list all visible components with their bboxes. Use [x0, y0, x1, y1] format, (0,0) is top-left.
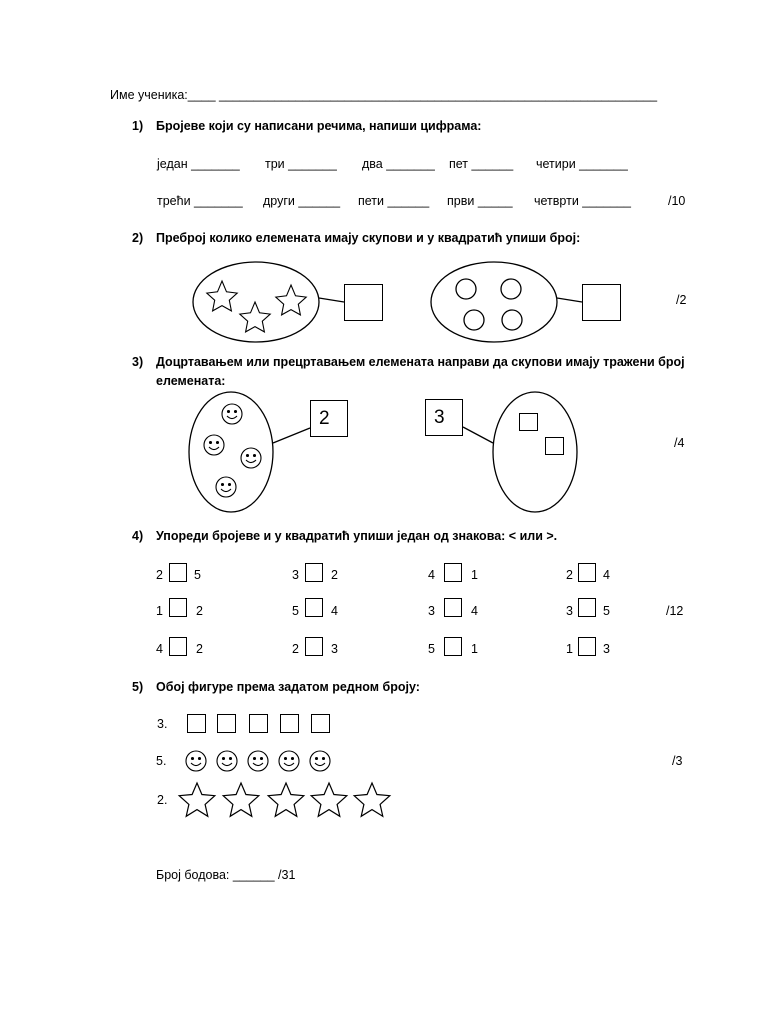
smiley-icon	[241, 448, 261, 468]
compare-left-number: 5	[428, 642, 435, 656]
task1-word-treci: трећи _______	[157, 194, 243, 208]
smiley-icon[interactable]	[217, 751, 237, 771]
circle-element	[464, 310, 484, 330]
compare-sign-box[interactable]	[444, 637, 462, 656]
task3-target-right: 3	[434, 407, 445, 428]
compare-left-number: 2	[156, 568, 163, 582]
compare-left-number: 1	[566, 642, 573, 656]
smiley-icon	[204, 435, 224, 455]
compare-sign-box[interactable]	[169, 598, 187, 617]
compare-right-number: 2	[331, 568, 338, 582]
task5-square[interactable]	[187, 714, 206, 733]
compare-right-number: 4	[603, 568, 610, 582]
task1-word-jedan: један _______	[157, 157, 240, 171]
task4-title: Упореди бројеве и у квадратић упиши један од знакова: < или >.	[156, 529, 558, 543]
star-icon[interactable]	[223, 783, 259, 816]
connector-line	[463, 427, 493, 443]
task5-square[interactable]	[249, 714, 268, 733]
compare-right-number: 2	[196, 642, 203, 656]
task1-word-dva: два _______	[362, 157, 435, 171]
compare-right-number: 4	[471, 604, 478, 618]
compare-sign-box[interactable]	[578, 563, 596, 582]
star-icon	[240, 302, 270, 332]
task4-points: /12	[666, 604, 684, 618]
compare-sign-box[interactable]	[169, 637, 187, 656]
task5-square[interactable]	[280, 714, 299, 733]
compare-sign-box[interactable]	[578, 637, 596, 656]
star-icon[interactable]	[354, 783, 390, 816]
connector-line	[557, 298, 582, 302]
connector-line	[273, 428, 310, 443]
smiley-icon[interactable]	[279, 751, 299, 771]
compare-left-number: 1	[156, 604, 163, 618]
task3-points: /4	[674, 436, 685, 450]
smiley-icon[interactable]	[186, 751, 206, 771]
task5-title: Обој фигуре према задатом редном броју:	[156, 680, 420, 694]
task1-word-prvi: први _____	[447, 194, 513, 208]
compare-right-number: 1	[471, 568, 478, 582]
task5-points: /3	[672, 754, 683, 768]
compare-right-number: 5	[603, 604, 610, 618]
compare-right-number: 3	[331, 642, 338, 656]
compare-left-number: 2	[292, 642, 299, 656]
task3-target-left: 2	[319, 408, 330, 429]
compare-left-number: 3	[292, 568, 299, 582]
smiley-icon	[222, 404, 242, 424]
star-icon[interactable]	[179, 783, 215, 816]
compare-left-number: 3	[566, 604, 573, 618]
circle-element	[456, 279, 476, 299]
compare-left-number: 4	[428, 568, 435, 582]
task3-title-line1: Доцртавањем или прецртавањем елемената направи да скупови имају тражени број	[156, 355, 685, 369]
circle-element	[501, 279, 521, 299]
task3-set-squares	[493, 392, 577, 512]
compare-left-number: 4	[156, 642, 163, 656]
smiley-icon[interactable]	[310, 751, 330, 771]
task1-word-pet: пет ______	[449, 157, 514, 171]
task5-number: 5)	[132, 680, 144, 694]
compare-sign-box[interactable]	[305, 598, 323, 617]
compare-sign-box[interactable]	[305, 563, 323, 582]
star-icon	[207, 281, 237, 311]
compare-left-number: 2	[566, 568, 573, 582]
task5-square[interactable]	[311, 714, 330, 733]
task3-number: 3)	[132, 355, 144, 369]
smiley-icon[interactable]	[248, 751, 268, 771]
star-icon	[276, 285, 306, 315]
task5-square[interactable]	[217, 714, 236, 733]
task2-number: 2)	[132, 231, 144, 245]
star-icon[interactable]	[311, 783, 347, 816]
circle-element	[502, 310, 522, 330]
smiley-icon	[216, 477, 236, 497]
task5-label-squares: 3.	[157, 717, 168, 731]
task1-word-drugi: други ______	[263, 194, 341, 208]
connector-line	[319, 298, 344, 302]
task1-word-cetvrti: четврти _______	[534, 194, 631, 208]
compare-right-number: 3	[603, 642, 610, 656]
task3-set-smileys	[189, 392, 273, 512]
task1-word-cetiri: четири _______	[536, 157, 628, 171]
task1-word-peti: пети ______	[358, 194, 430, 208]
task1-title: Бројеве који су написани речима, напиши цифрама:	[156, 119, 482, 133]
task1-word-tri: три _______	[265, 157, 337, 171]
student-name-line: Име ученика:____ _______________________________________________________________	[110, 88, 658, 102]
compare-sign-box[interactable]	[169, 563, 187, 582]
compare-right-number: 1	[471, 642, 478, 656]
star-icon[interactable]	[268, 783, 304, 816]
task2-points: /2	[676, 293, 687, 307]
compare-right-number: 5	[194, 568, 201, 582]
task1-points: /10	[668, 194, 686, 208]
task4-number: 4)	[132, 529, 144, 543]
compare-right-number: 4	[331, 604, 338, 618]
task1-number: 1)	[132, 119, 144, 133]
compare-sign-box[interactable]	[444, 563, 462, 582]
task2-set-circles	[431, 262, 557, 342]
total-score-line: Број бодова: ______ /31	[156, 868, 296, 882]
compare-sign-box[interactable]	[444, 598, 462, 617]
compare-sign-box[interactable]	[578, 598, 596, 617]
compare-left-number: 5	[292, 604, 299, 618]
compare-left-number: 3	[428, 604, 435, 618]
task5-label-smileys: 5.	[156, 754, 167, 768]
task5-label-stars: 2.	[157, 793, 168, 807]
task3-title-line2: елемената:	[156, 374, 226, 388]
compare-right-number: 2	[196, 604, 203, 618]
task2-title: Преброј колико елемената имају скупови и у квадратић упиши број:	[156, 231, 581, 245]
compare-sign-box[interactable]	[305, 637, 323, 656]
